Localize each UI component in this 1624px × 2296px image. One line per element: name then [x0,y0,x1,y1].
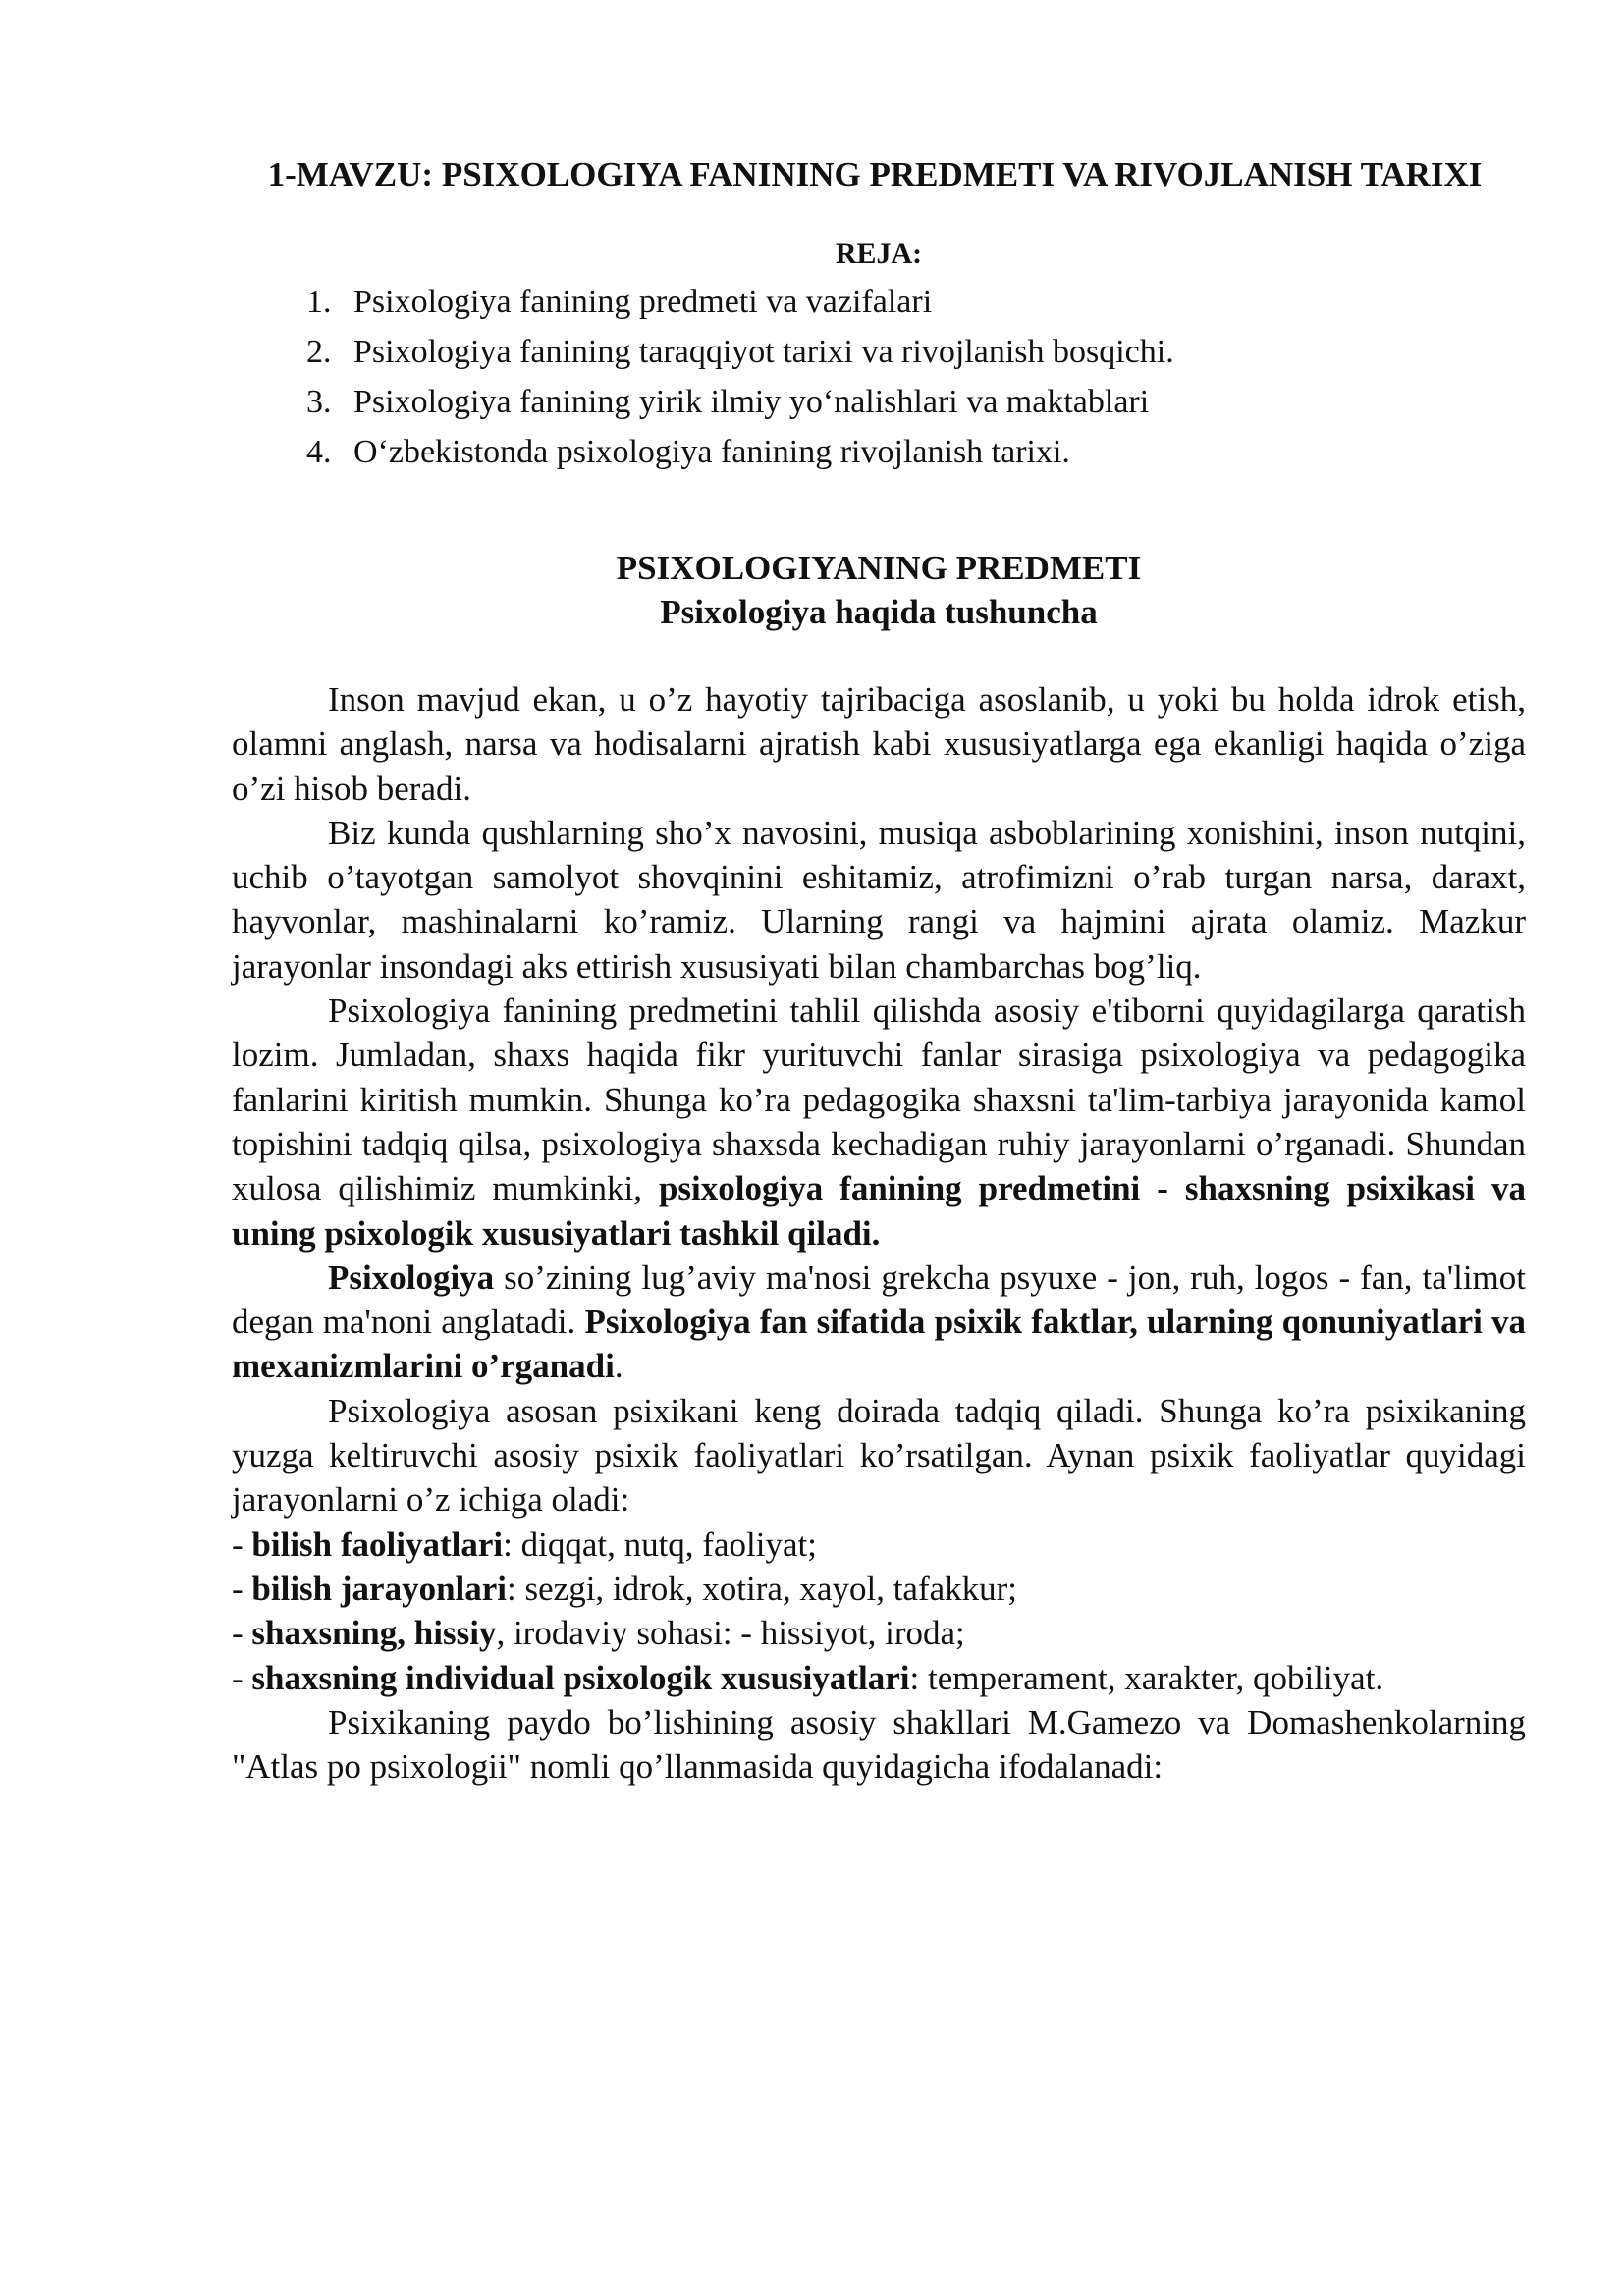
paragraph-text: so’zining lug’aviy ma'nosi grekcha psyuxe - jon, ruh, logos - fan, ta'limot degan ma'noni anglatadi. [232,1257,1526,1342]
list-term: bilish jarayonlari [251,1569,508,1608]
document-title: 1-MAVZU: PSIXOLOGIYA FANINING PREDMETI VA RIVOJLANISH TARIXI [267,155,1483,193]
paragraph [232,1255,1526,1389]
plan-item-text: Psixologiya fanining taraqqiyot tarixi va rivojlanish bosqichi. [353,334,1174,370]
list-line [232,1656,1526,1700]
plan-item [306,377,1526,427]
body-text [232,677,1526,1789]
list-text: : diqqat, nutq, faoliyat; [503,1524,817,1564]
plan-item-text: O‘zbekistonda psixologiya fanining rivojlanish tarixi. [353,434,1070,470]
paragraph-bold-text: Psixologiya fan sifatida psixik faktlar, ularning qonuniyatlari va mexanizmlarini o’rganadi [232,1303,1527,1386]
plan-item [306,427,1526,477]
paragraph-bold-text: psixologiya fanining predmetini - shaxsning psixikasi va uning psixologik xususiyatlari tashkil qiladi. [232,1169,1526,1253]
list-text: : sezgi, idrok, xotira, xayol, tafakkur; [507,1569,1018,1608]
plan-item-text: Psixologiya fanining predmeti va vazifalari [353,284,933,320]
list-text: : temperament, xarakter, qobiliyat. [909,1658,1384,1697]
list-text: , irodaviy sohasi: - hissiyot, iroda; [496,1614,965,1653]
list-term: bilish faoliyatlari [251,1524,504,1564]
section-subheading: Psixologiya haqida tushuncha [660,593,1098,631]
plan-item-number: 1. [306,284,332,320]
section-heading: PSIXOLOGIYANING PREDMETI [616,549,1142,587]
paragraph: Psixologiya asosan psixikani keng doirada tadqiq qiladi. Shunga ko’ra psixikaning yuzga keltiruvchi asosiy psixik faoliyatlari ko’rsatilgan. Aynan psixik faoliyatlar quyidagi jarayonlarni o’z ichiga oladi: [232,1391,1526,1520]
plan-item-number: 4. [306,434,332,470]
paragraph: Inson mavjud ekan, u o’z hayotiy tajribaciga asoslanib, u yoki bu holda idrok etish, olamni anglash, narsa va hodisalarni ajratish kabi xususiyatlarga ega ekanligi haqida o’ziga o’zi hisob beradi. [232,680,1526,808]
list-dash: - [232,1614,252,1653]
list-line [232,1522,1526,1567]
plan-item-number: 3. [306,384,332,420]
plan-item-number: 2. [306,334,332,370]
list-dash: - [232,1658,252,1697]
list-term: shaxsning, hissiy [251,1614,497,1653]
paragraph: Biz kunda qushlarning sho’x navosini, musiqa asboblarining xonishini, inson nutqini, uchib o’tayotgan samolyot shovqinini eshitamiz, atrofimizni o’rab turgan narsa, daraxt, hayvonlar, mashinalarni ko’ramiz. Ularning rangi va hajmini ajrata olamiz. Mazkur jarayonlar insondagi aks ettirish xususiyati bilan chambarchas bog’liq. [232,813,1526,986]
paragraph: Psixikaning paydo bo’lishining asosiy shakllari M.Gamezo va Domashenkolarning "Atlas po psixologii" nomli qo’llanmasida quyidagicha ifodalanadi: [232,1702,1526,1787]
paragraph-text: . [614,1347,623,1386]
list-dash: - [232,1524,252,1564]
list-line [232,1611,1526,1655]
plan-item [306,327,1526,377]
plan-heading: REJA: [835,238,923,270]
paragraph [232,988,1526,1255]
paragraph-bold-text: Psixologiya [328,1257,495,1297]
plan-item-text: Psixologiya fanining yirik ilmiy yo‘nalishlari va maktablari [353,384,1150,420]
list-term: shaxsning individual psixologik xususiyatlari [251,1658,910,1697]
list-dash: - [232,1569,252,1608]
plan-list [306,277,1526,477]
paragraph-text: Psixologiya fanining predmetini tahlil qilishda asosiy e'tiborni quyidagilarga qaratish lozim. Jumladan, shaxs haqida fikr yurituvchi fanlar sirasiga psixologiya va pedagogika fanlarini kiritish mumkin. Shunga ko’ra pedagogika shaxsni ta'lim-tarbiya jarayonida kamol topishini tadqiq qilsa, psixologiya shaxsda kechadigan ruhiy jarayonlarni o’rganadi. Shundan xulosa qilishimiz mumkinki, [232,991,1526,1208]
list-line [232,1567,1526,1611]
plan-item [306,277,1526,327]
